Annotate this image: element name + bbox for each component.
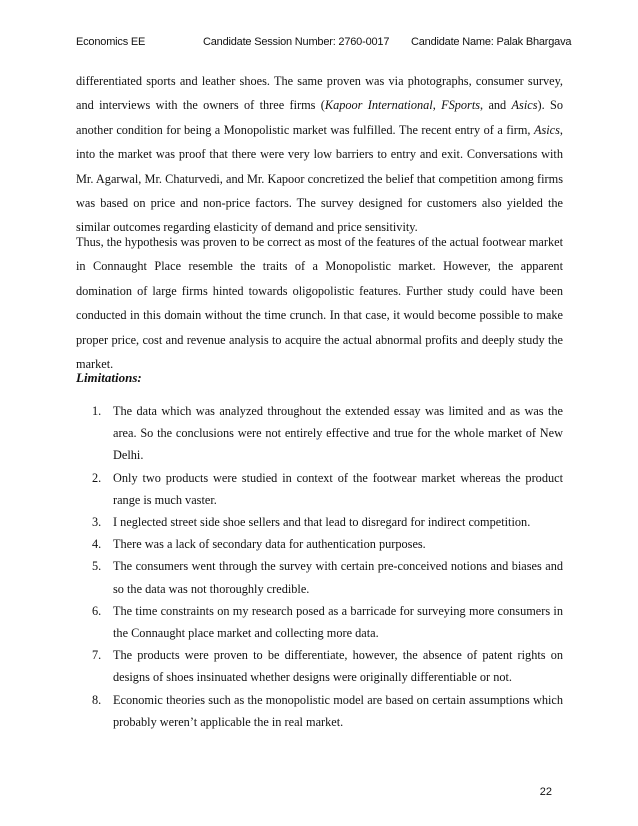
list-item: 6. The time constraints on my research posed as a barricade for surveying more consumers in the Connaught place market and collecting more data. [92,603,563,641]
header-session-number: Candidate Session Number: 2760-0017 [203,36,390,48]
list-item: 4. There was a lack of secondary data for authentication purposes. [92,537,426,552]
limitations-heading: Limitations: [76,370,142,385]
header-candidate-name: Candidate Name: Palak Bhargava [411,36,572,48]
paragraph-2: Thus, the hypothesis was proven to be correct as most of the features of the actual footwear market in Connaught Place resemble the traits of a Monopolistic market. However, the apparent domination of large firms hinted towards oligopolistic features. Further study could have been conducted in this domain without the time crunch. In that case, it would become possible to make proper price, cost and revenue analysis to acquire the actual abnormal profits and deeply study the market. [76,235,563,372]
header-subject: Economics EE [76,36,146,48]
list-item: 1. The data which was analyzed throughout the extended essay was limited and as was the area. So the conclusions were not entirely effective and true for the whole market of New Delhi. [92,404,563,463]
paragraph-1: differentiated sports and leather shoes. The same proven was via photographs, consumer survey, and interviews with the owners of three firms (Kapoor International, FSports, and Asics). So another condition for being a Monopolistic market was fulfilled. The recent entry of a firm, Asics, into the market was proof that there were very low barriers to entry and exit. Conversations with Mr. Agarwal, Mr. Chaturvedi, and Mr. Kapoor concretized the belief that competition among firms was based on price and non-price factors. The survey designed for customers also yielded the similar outcomes regarding elasticity of demand and price sensitivity. [76,74,564,235]
page-number: 22 [539,786,552,798]
list-item: 8. Economic theories such as the monopolistic model are based on certain assumptions which probably weren’t applicable the in real market. [92,692,563,729]
limitations-list [76,400,563,733]
list-item: 3. I neglected street side shoe sellers and that lead to disregard for indirect competition. [92,515,531,530]
list-item: 2. Only two products were studied in context of the footwear market whereas the product range is much vaster. [92,470,563,507]
list-item: 5. The consumers went through the survey with certain pre-conceived notions and biases and so the data was not thoroughly credible. [92,559,563,596]
list-item: 7. The products were proven to be differentiate, however, the absence of patent rights on designs of shoes insinuated whether designs were originally differentiable or not. [92,648,563,685]
